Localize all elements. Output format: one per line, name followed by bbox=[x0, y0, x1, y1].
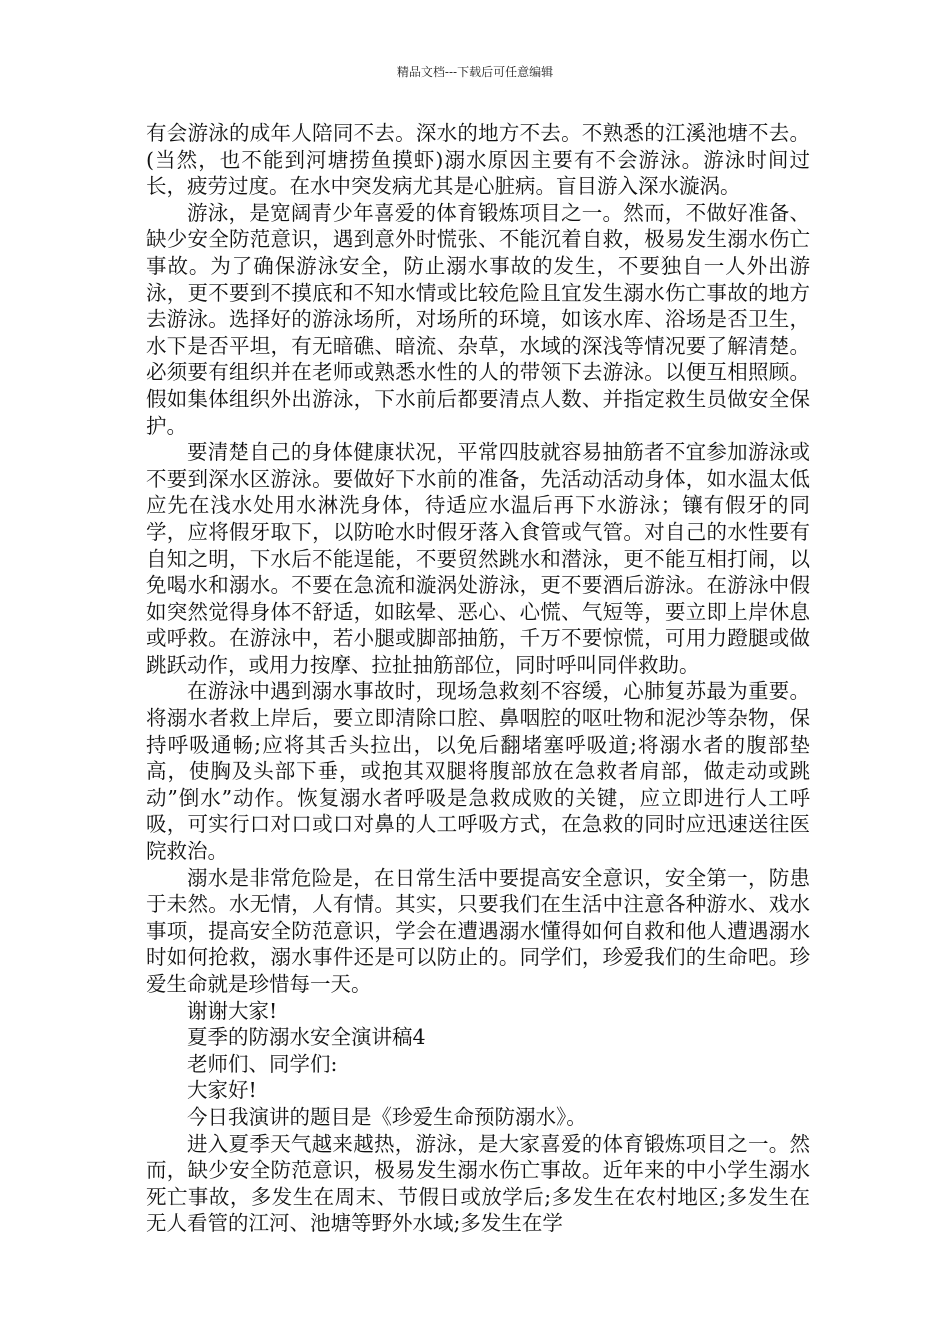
paragraph-thanks: 谢谢大家! bbox=[187, 998, 278, 1023]
paragraph-first-aid: 在游泳中遇到溺水事故时，现场急救刻不容缓，心肺复苏最为重要。将溺水者救上岸后，要立即清除口腔、鼻咽腔的呕吐物和泥沙等杂物，保持呼吸通畅;应将其舌头拉出，以免后翻堵塞呼吸道;将溺水者的腹部垫高，使胸及头部下垂，或抱其双腿将腹部放在急救者肩部，做走动或跳动”倒水”动作。恢复溺水者呼吸是急救成败的关键，应立即进行人工呼吸，可实行口对口或口对鼻的人工呼吸方式，在急救的同时应迅速送往医院救治。 bbox=[146, 679, 810, 864]
speech-topic: 今日我演讲的题目是《珍爱生命预防溺水》。 bbox=[187, 1104, 587, 1129]
salutation: 老师们、同学们: bbox=[187, 1051, 338, 1076]
paragraph-conclusion: 溺水是非常危险是，在日常生活中要提高安全意识，安全第一，防患于未然。水无情，人有情。其实，只要我们在生活中注意各种游水、戏水事项，提高安全防范意识，学会在遭遇溺水懂得如何自救和他人遭遇溺水时如何抢救，溺水事件还是可以防止的。同学们，珍爱我们的生命吧。珍爱生命就是珍惜每一天。 bbox=[146, 865, 810, 996]
paragraph-health-preparation: 要清楚自己的身体健康状况，平常四肢就容易抽筋者不宜参加游泳或不要到深水区游泳。要做好下水前的准备，先活动活动身体，如水温太低应先在浅水处用水淋洗身体，待适应水温后再下水游泳；镶有假牙的同学，应将假牙取下，以防呛水时假牙落入食管或气管。对自己的水性要有自知之明，下水后不能逞能，不要贸然跳水和潜泳，更不能互相打闹，以免喝水和溺水。不要在急流和漩涡处游泳，更不要酒后游泳。在游泳中假如突然觉得身体不舒适，如眩晕、恶心、心慌、气短等，要立即上岸休息或呼救。在游泳中，若小腿或脚部抽筋，千万不要惊慌，可用力蹬腿或做跳跃动作，或用力按摩、拉扯抽筋部位，同时呼叫同伴救助。 bbox=[146, 440, 810, 677]
paragraph-summer-intro: 进入夏季天气越来越热，游泳，是大家喜爱的体育锻炼项目之一。然而，缺少安全防范意识，极易发生溺水伤亡事故。近年来的中小学生溺水死亡事故，多发生在周末、节假日或放学后;多发生在农村地区;多发生在无人看管的江河、池塘等野外水域;多发生在学 bbox=[146, 1131, 810, 1236]
greeting: 大家好! bbox=[187, 1078, 257, 1103]
page-header: 精品文档---下载后可任意编辑 bbox=[396, 65, 554, 79]
paragraph-swimming-safety: 游泳，是宽阔青少年喜爱的体育锻炼项目之一。然而，不做好准备、缺少安全防范意识，遇到意外时慌张、不能沉着自救，极易发生溺水伤亡事故。为了确保游泳安全，防止溺水事故的发生，不要独自一人外出游泳，更不要到不摸底和不知水情或比较危险且宜发生溺水伤亡事故的地方去游泳。选择好的游泳场所，对场所的环境，如该水库、浴场是否卫生，水下是否平坦，有无暗礁、暗流、杂草，水域的深浅等情况要了解清楚。必须要有组织并在老师或熟悉水性的人的带领下去游泳。以便互相照顾。假如集体组织外出游泳，下水前后都要清点人数、并指定救生员做安全保护。 bbox=[146, 200, 810, 438]
paragraph-continuation: 有会游泳的成年人陪同不去。深水的地方不去。不熟悉的江溪池塘不去。(当然，也不能到河塘捞鱼摸虾)溺水原因主要有不会游泳。游泳时间过长，疲劳过度。在水中突发病尤其是心脏病。盲目游入深水漩涡。 bbox=[146, 121, 810, 199]
document-body bbox=[146, 120, 810, 1237]
speech-title: 夏季的防溺水安全演讲稿4 bbox=[187, 1025, 426, 1050]
